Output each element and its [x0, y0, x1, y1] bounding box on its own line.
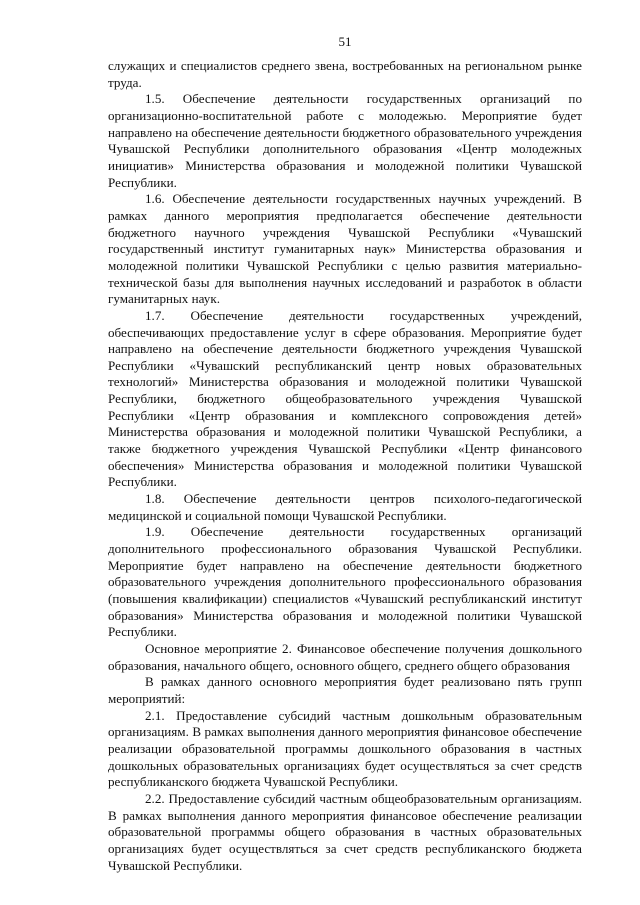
- paragraph-1-6: 1.6. Обеспечение деятельности государственных научных учреждений. В рамках данного мероприятия предполагается обеспечение деятельности бюджетного научного учреждения Чувашской Республики «Чувашский государственный институт гуманитарных наук» Министерства образования и молодежной политики Чувашской Республики с целью развития материально-технической базы для выполнения научных исследований и разработок в области гуманитарных наук.: [108, 191, 582, 307]
- document-body: [108, 58, 582, 874]
- paragraph-1-8: 1.8. Обеспечение деятельности центров психолого-педагогической медицинской и социальной помощи Чувашской Республики.: [108, 491, 582, 523]
- paragraph-activity-groups: В рамках данного основного мероприятия будет реализовано пять групп мероприятий:: [108, 674, 582, 706]
- paragraph-continuation: служащих и специалистов среднего звена, востребованных на региональном рынке труда.: [108, 58, 582, 90]
- paragraph-1-9: 1.9. Обеспечение деятельности государственных организаций дополнительного профессионального образования Чувашской Республики. Мероприятие будет направлено на обеспечение деятельности бюджетного образовательного учреждения дополнительного профессионального образования (повышения квалификации) специалистов «Чувашский республиканский институт образования» Министерства образования и молодежной политики Чувашской Республики.: [108, 524, 582, 640]
- paragraph-1-7: 1.7. Обеспечение деятельности государственных учреждений, обеспечивающих предоставление услуг в сфере образования. Мероприятие будет направлено на обеспечение деятельности бюджетного учреждения Чувашской Республики «Чувашский республиканский центр новых образовательных технологий» Министерства образования и молодежной политики Чувашской Республики, бюджетного общеобразовательного учреждения Чувашской Республики «Центр образования и комплексного сопровождения детей» Министерства образования и молодежной политики Чувашской Республики, а также бюджетного учреждения Чувашской Республики «Центр финансового обеспечения» Министерства образования и молодежной политики Чувашской Республики.: [108, 307, 582, 490]
- paragraph-1-5: 1.5. Обеспечение деятельности государственных организаций по организационно-воспитательной работе с молодежью. Мероприятие будет направлено на обеспечение деятельности бюджетного образовательного учреждения Чувашской Республики дополнительного образования «Центр молодежных инициатив» Министерства образования и молодежной политики Чувашской Республики.: [108, 91, 582, 190]
- paragraph-2-1: 2.1. Предоставление субсидий частным дошкольным образовательным организациям. В рамках выполнения данного мероприятия финансовое обеспечение реализации образовательной программы дошкольного образования в частных дошкольных образовательных организациях будет осуществляться за счет средств республиканского бюджета Чувашской Республики.: [108, 707, 582, 790]
- page-number: 51: [338, 34, 352, 49]
- paragraph-2-2: 2.2. Предоставление субсидий частным общеобразовательным организациям. В рамках выполнения данного мероприятия финансовое обеспечение реализации образовательной программы общего образования в частных образовательных организациях будет осуществляться за счет средств республиканского бюджета Чувашской Республики.: [108, 790, 582, 873]
- paragraph-main-activity-2: Основное мероприятие 2. Финансовое обеспечение получения дошкольного образования, начального общего, основного общего, среднего общего образования: [108, 640, 582, 673]
